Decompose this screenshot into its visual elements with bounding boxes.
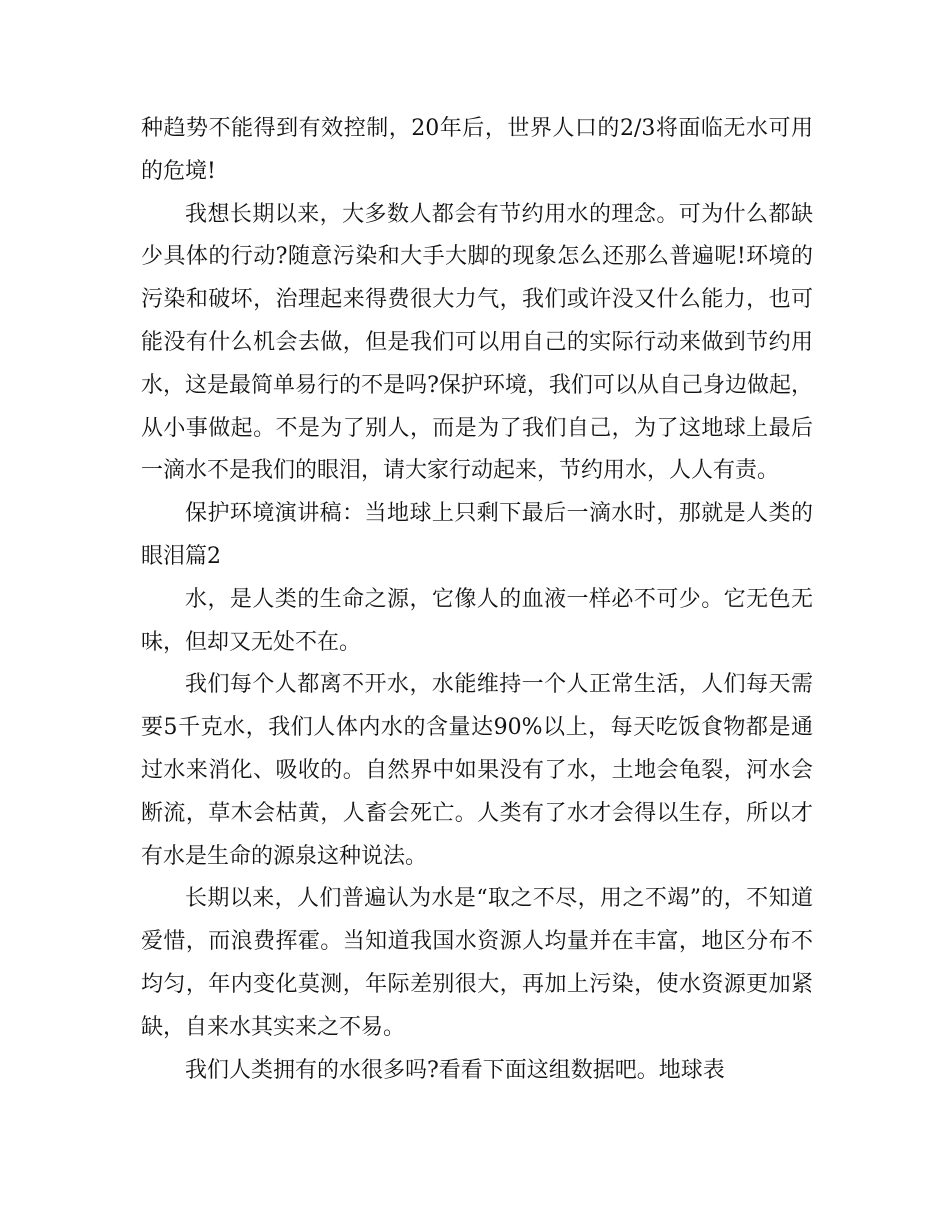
paragraph-1: 种趋势不能得到有效控制，20年后，世界人口的2/3将面临无水可用的危境! [141,116,813,184]
paragraph-5: 我们每个人都离不开水，水能维持一个人正常生活，人们每天需要5千克水，我们人体内水的含量达90%以上，每天吃饭食物都是通过水来消化、吸收的。自然界中如果没有了水，土地会龟裂，河水会断流，草木会枯黄，人畜会死亡。人类有了水才会得以生存，所以才有水是生命的源泉这种说法。 [141,672,813,869]
paragraph-4: 水，是人类的生命之源，它像人的血液一样必不可少。它无色无味，但却又无处不在。 [141,586,813,655]
document-page [141,108,813,1092]
paragraph-6: 长期以来，人们普遍认为水是“取之不尽，用之不竭”的，不知道爱惜，而浪费挥霍。当知道我国水资源人均量并在丰富，地区分布不均匀，年内变化莫测，年际差别很大，再加上污染，使水资源更加紧缺，自来水其实来之不易。 [141,886,813,1040]
paragraph-3-heading: 保护环境演讲稿：当地球上只剩下最后一滴水时，那就是人类的眼泪篇2 [141,501,813,569]
paragraph-2: 我想长期以来，大多数人都会有节约用水的理念。可为什么都缺少具体的行动?随意污染和大手大脚的现象怎么还那么普遍呢!环境的污染和破坏，治理起来得费很大力气，我们或许没又什么能力，也可能没有什么机会去做，但是我们可以用自己的实际行动来做到节约用水，这是最简单易行的不是吗?保护环境，我们可以从自己身边做起，从小事做起。不是为了别人，而是为了我们自己，为了这地球上最后一滴水不是我们的眼泪，请大家行动起来，节约用水，人人有责。 [141,201,813,484]
paragraph-7: 我们人类拥有的水很多吗?看看下面这组数据吧。地球表 [185,1057,725,1083]
